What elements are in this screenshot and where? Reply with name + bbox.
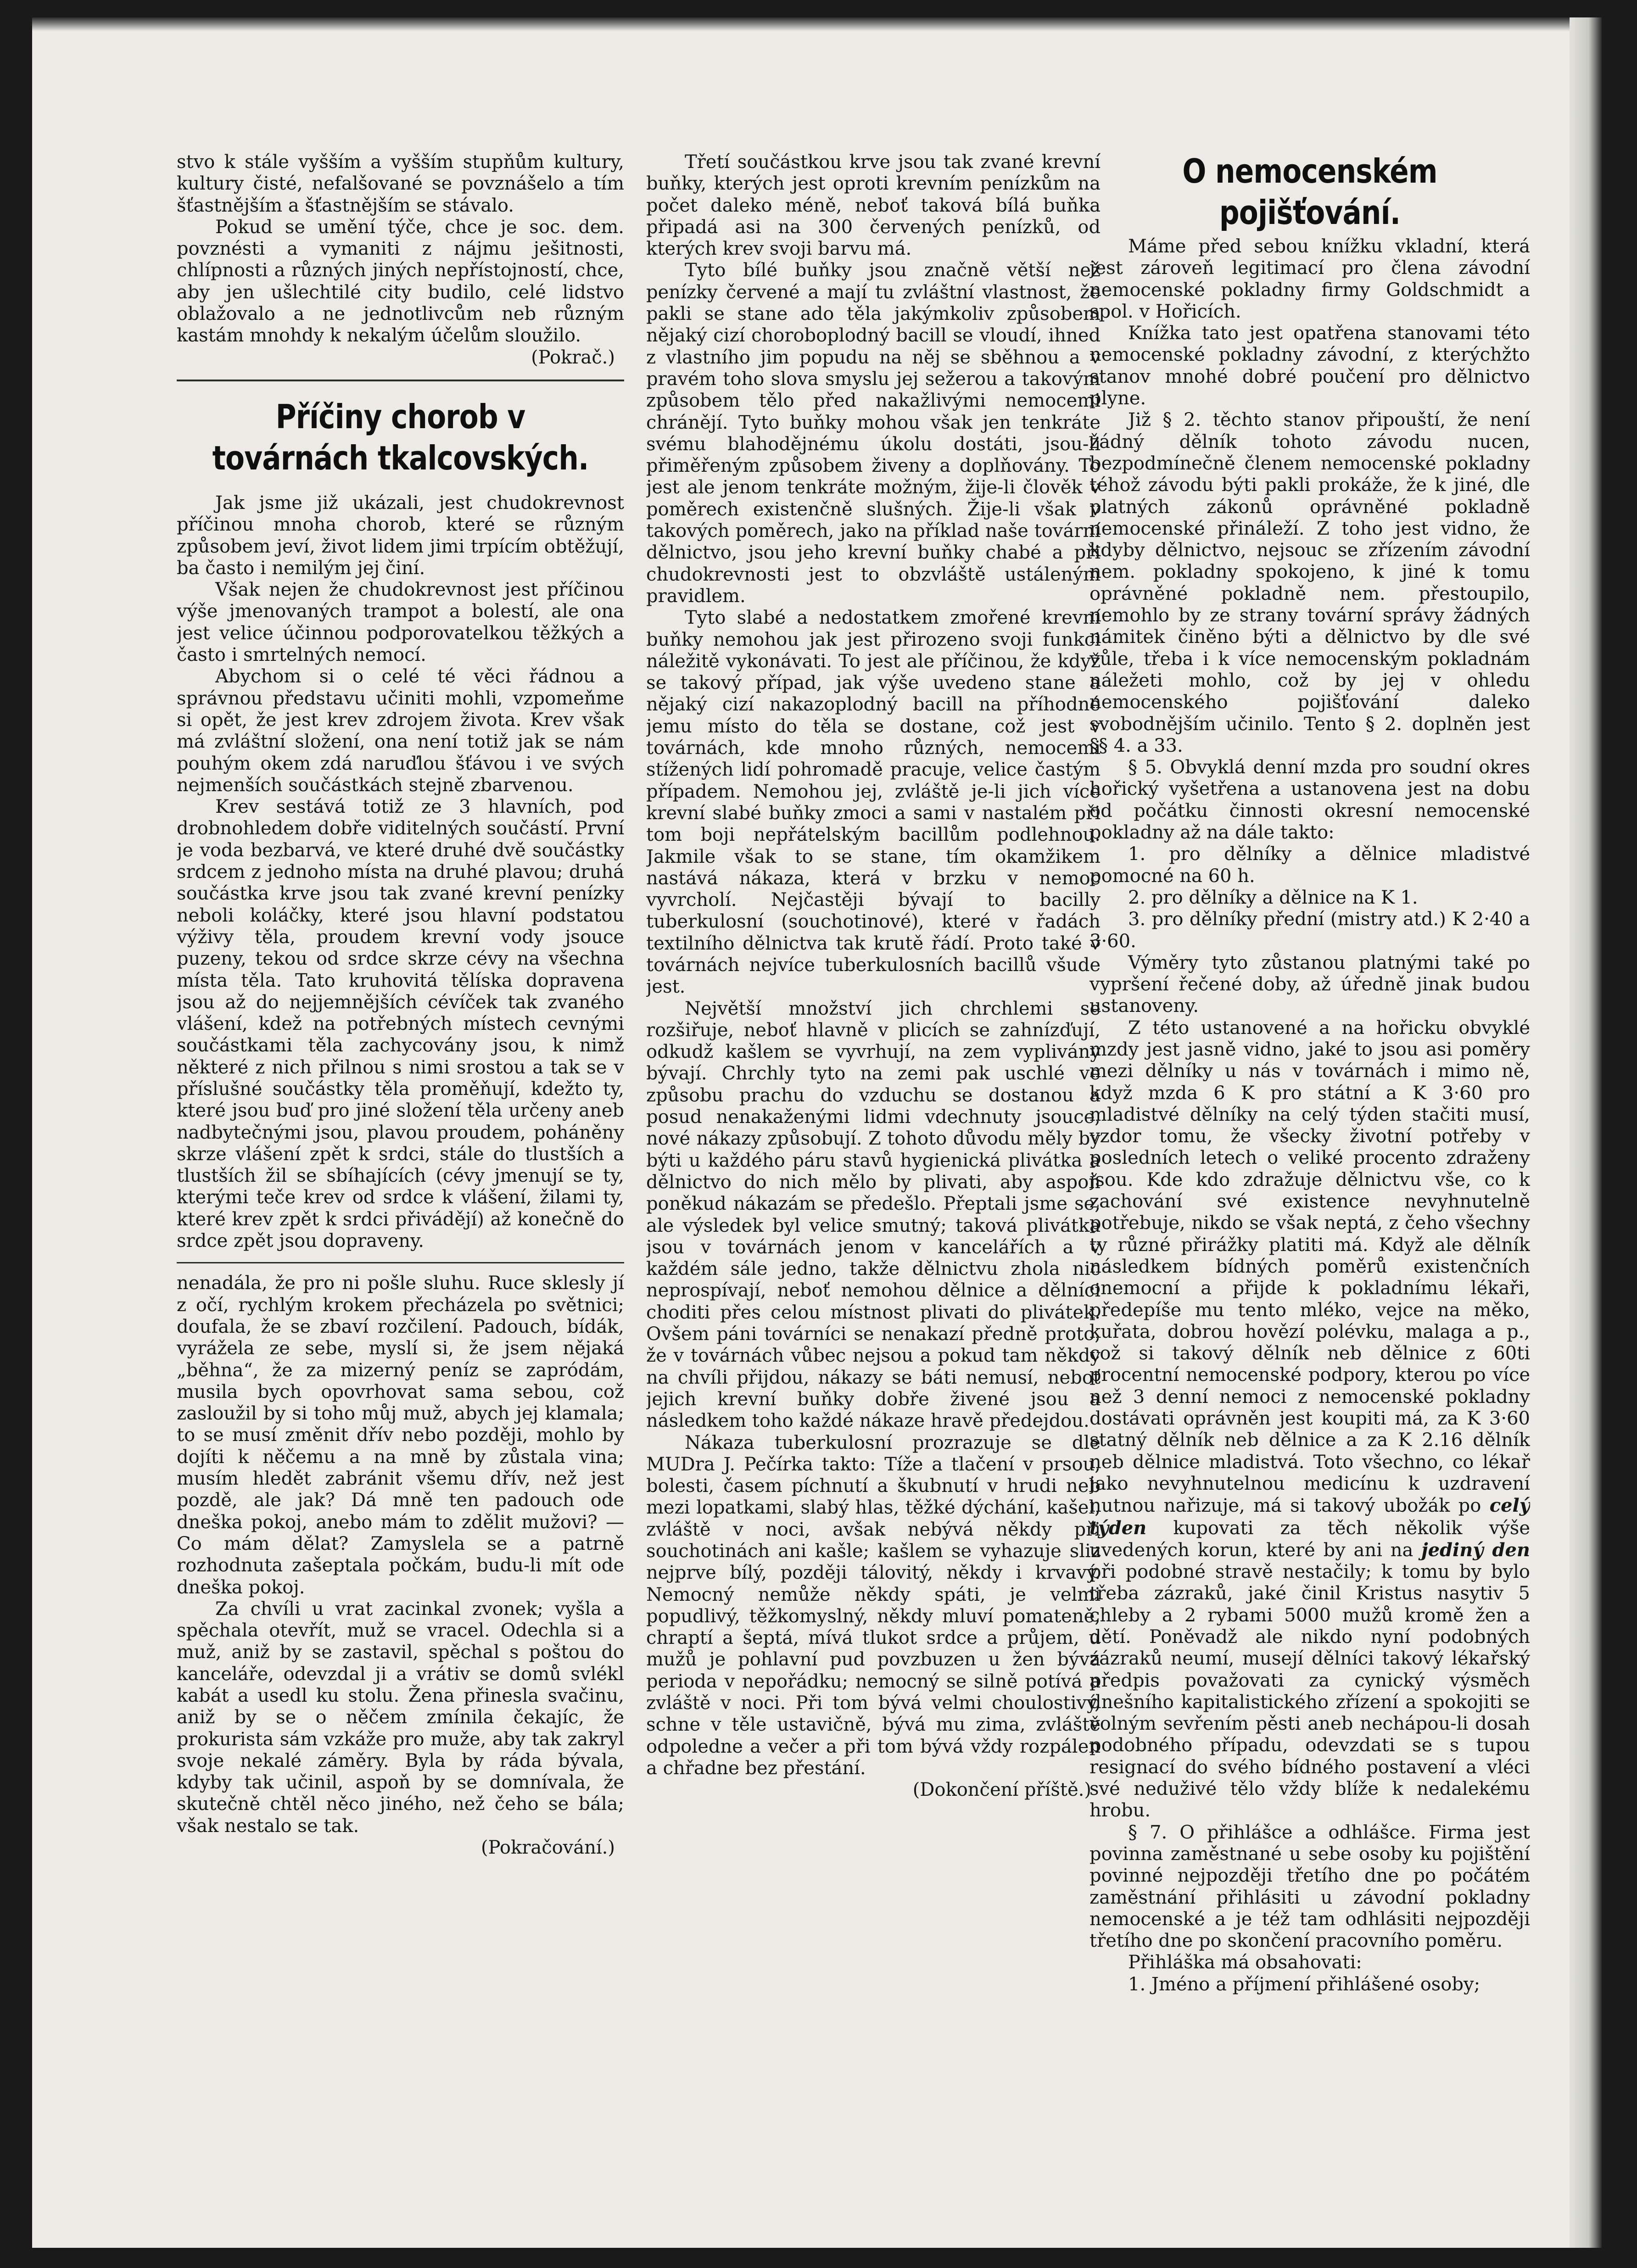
paragraph: Krev sestává totiž ze 3 hlavních, pod drobnohledem dobře viditelných součástí. První je voda bezbarvá, ve které druhé dvě součástky srdcem z jednoho místa na druhé plavou; druhá součástka krve jsou tak zvané krevní penízky neboli koláčky, které jsou hlavní podstatou výživy těla, proudem krevní vody jsouce puzeny, tekou od srdce skrze cévy na všechna místa těla. Tato kruhovitá tělíska dopravena jsou až do nejjemnějších cévíček tak zvaného vlášení, kdež na potřebných místech cevnými součástkami těla zachycovány jsou, k nimž některé z nich přilnou s nimi srostou a tak se v příslušné součástky těla proměňují, kdežto ty, které jsou buď pro jiné složení těla určeny aneb nadbytečnými jsou, plavou proudem, poháněny skrze vlášení zpět k srdci, stále do tlustších a tlustších žil se sbíhajících (cévy jmenují se ty, kterými teče krev od srdce k vlášení, žilami ty, které krev zpět k srdci přivádějí) až konečně do srdce zpět jsou dopraveny.	[177, 796, 624, 1252]
paragraph: Knížka tato jest opatřena stanovami této nemocenské pokladny závodní, z kterýchžto stanov mnohé dobré poučení pro dělnictvo plyne.	[1089, 323, 1530, 409]
paragraph: Abychom si o celé té věci řádnou a správnou představu učiniti mohli, vzpomeňme si opět, že jest krev zdrojem života. Krev však má zvláštní složení, ona není totiž jak se nám pouhým okem zdá naruďlou šťávou i ve svých nejmenších součástkách stejně zbarvenou.	[177, 666, 624, 796]
paragraph: Přihláška má obsahovati:	[1128, 1952, 1362, 1973]
continuation-note: (Pokračování.)	[481, 1837, 615, 1859]
divider	[177, 1262, 624, 1263]
paragraph: Tyto bílé buňky jsou značně větší než penízky červené a mají tu zvláštní vlastnost, že pakli se stane ado těla jakýmkoliv způsobem nějaký cizí choroboplodný bacill se vloudí, ihned z vlastního jim popudu na něj se sběhnou a v pravém toho slova smyslu jej sežerou a takovým způsobem tělo před nakažlivými nemocemi chránějí. Tyto buňky mohou však jen tenkráte svému blahodějnému úkolu dostáti, jsou-li přiměřeným způsobem živeny a doplňovány. To jest ale jenom tenkráte možným, žije-li člověk v poměrech existenčně slušných. Žije-li však v takových poměrech, jako na příklad naše tovární dělnictvo, jsou jeho krevní buňky chabé a při chudokrevnosti jest to obzvláště ustáleným pravidlem.	[646, 260, 1101, 607]
page-edge	[1570, 17, 1602, 2248]
continuation-note: (Dokončení příště.)	[912, 1779, 1091, 1801]
list-item: 1. pro dělníky a dělnice mladistvé pomocné na 60 h.	[1089, 844, 1530, 887]
list-item: 2. pro dělníky a dělnice na K 1.	[1128, 887, 1418, 908]
column-1	[177, 151, 624, 1859]
feuilleton-text: nenadála, že pro ni pošle sluhu. Ruce sklesly jí z očí, rychlým krokem přecházela po světnici; doufala, že se zbaví rozčilení. Padouch, bídák, vyrážela ze sebe, myslí si, že jsem nějaká „běhna“, že za mizerný peníz se zapródám, musila bych opovrhovat sama sebou, což zasloužil by si toho můj muž, abych jej klamala; to se musí změnit dřív nebo později, mohlo by dojíti k něčemu a na mně by zůstala vina; musím hledět zabránit všemu dřív, než jest pozdě, ale jak? Dá mně ten padouch ode dneška pokoj, anebo mám to zdělit mužovi? — Co mám dělat? Zamyslela se a patrně rozhodnuta zašeptala počkám, budu-li mít ode dneška pokoj.	[177, 1273, 624, 1598]
paragraph: Třetí součástkou krve jsou tak zvané krevní buňky, kterých jest oproti krevním penízkům na počet daleko méně, neboť taková bílá buňka připadá asi na 300 červených penízků, od kterých krev svoji barvu má.	[646, 151, 1101, 260]
paragraph: Za chvíli u vrat zacinkal zvonek; vyšla a spěchala otevřít, muž se vracel. Odechla si a muž, aniž by se zastavil, spěchal s poštou do kanceláře, odevzdal ji a vrátiv se domů svlékl kabát a usedl ku stolu. Žena přinesla svačinu, aniž by se o něčem zmínila čekajíc, že prokurista sám vzkáže pro muže, aby tak zakryl svoje nekalé záměry. Byla by ráda bývala, kdyby tak učinil, aspoň by se domnívala, že skutečně chtěl něco jiného, než čeho se bála; však nestalo se tak.	[177, 1598, 624, 1837]
emphasis: jediný den	[1421, 1539, 1530, 1561]
paragraph: Výměry tyto zůstanou platnými také po vypršení řečené doby, až úředně jinak budou ustanoveny.	[1089, 952, 1530, 1017]
text-run: kupovati za těch několik výše uvedených korun, které by ani na	[1089, 1517, 1530, 1561]
paragraph: Největší množství jich chrchlemi se rozšiřuje, neboť hlavně v plicích se zahnízďují, odkudž kašlem se vyvrhují, na zem vyplivány bývají. Chrchly tyto na zemi pak uschlé ve způsobu prachu do vzduchu se dostanou a posud nenakaženými lidmi vdechnuty jsouce, nové nákazy způsobují. Z tohoto důvodu měly by býti u každého páru stavů hygienická plivátka a dělnictvo do nich mělo by plivati, aby aspoň poněkud nákazám se předešlo. Přeptali jsme se, ale výsledek byl velice smutný; taková plivátka jsou v továrnách jenom v kancelářích a v každém sále jedno, takže dělnictvu zhola nic neprospívají, neboť nemohou dělnice a dělníci choditi přes celou místnost plivati do plivátek. Ovšem páni továrníci se nenakazí předně proto, že v továrnách vůbec nejsou a pokud tam někdy na chvíli přijdou, nákazy se báti nemusí, neboť jejich krevní buňky dobře živené jsou a následkem toho každé nákaze hravě předejdou.	[646, 998, 1101, 1432]
paragraph: Však nejen že chudokrevnost jest příčinou výše jmenovaných trampot a bolestí, ale ona jest velice účinnou podporovatelkou těžkých a často i smrtelných nemocí.	[177, 579, 624, 666]
paragraph: § 7. O přihlášce a odhlášce. Firma jest povinna zaměstnané u sebe osoby ku pojištění povinné nejpozději třetího dne po počátém zaměstnání přihlásiti u závodní pokladny nemocenské a je též tam odhlásiti nejpozději třetího dne po skončení pracovního poměru.	[1089, 1821, 1530, 1952]
paragraph: Pokud se umění týče, chce je soc. dem. povznésti a vymaniti z nájmu ješitnosti, chlípnosti a různých jiných nepřístojností, chce, aby jen ušlechtilé city budilo, celé lidstvo oblažovalo a ne jednotlivcům neb různým kastám mnohdy k nekalým účelům sloužilo.	[177, 216, 624, 346]
newspaper-page	[32, 17, 1602, 2248]
article-title: O nemocenském pojišťování.	[1182, 152, 1437, 232]
paragraph: Tyto slabé a nedostatkem zmořené krevní buňky nemohou jak jest přirozeno svoji funkci náležitě vykonávati. To jest ale příčinou, že když se takový případ, jak výše uvedeno stane a nějaký cizí nakazoplodný bacill na příhodné jemu místo do těla se dostane, což jest v továrnách, kde mnoho různých, nemocemi stížených lidí pohromadě pracuje, velice častým případem. Nemohou jej, zvláště je-li jich více krevní slabé buňky zmoci a sami v nastalém při tom boji nepřátelským bacillům podlehnou. Jakmile však to se stane, tím okamžikem nastává nákaza, která v brzku v nemoc vyvrcholí. Nejčastěji bývají to bacilly tuberkulosní (souchotinové), které v řadách textilního dělnictva tak krutě řádí. Proto také v továrnách nejvíce tuberkulosních bacillů všude jest.	[646, 607, 1101, 998]
text-run: Z této ustanovené a na hořicku obvyklé mzdy jest jasně vidno, jaké to jsou asi poměry mezi dělníky u nás v továrnách i mimo ně, když mzda 6 K pro státní a K 3·60 pro mladistvé dělníky na celý týden stačiti musí, vzdor tomu, že všecky životní potřeby v posledních letech o veliké procento zdraženy jsou. Kde kdo zdražuje dělnictvu vše, co k zachování své existence nevyhnutelně potřebuje, nikdo se však neptá, z čeho všechny ty různé přirážky platiti má. Když ale dělník následkem bídných poměrů existenčních onemocní a přijde k pokladnímu lékaři, předepíše mu tento mléko, vejce na měko, kuřata, dobrou hovězí polévku, malaga a p., což si takový dělník neb dělnice z 60ti procentní nemocenské podpory, kterou po více než 3 denní nemoci z nemocenské pokladny dostávati oprávněn jest koupiti má, za K 3·60 statný dělník neb dělnice a za K 2.16 dělník neb dělnice mladistvá. Toto všechno, co lékař jako nevyhnutelnou medicínu k uzdravení nutnou nařizuje, má si takový ubožák po	[1089, 1017, 1530, 1517]
emphasis: celý týden	[1089, 1495, 1530, 1539]
list-item: 1. Jméno a příjmení přihlášené osoby;	[1128, 1973, 1481, 1995]
paragraph: § 5. Obvyklá denní mzda pro soudní okres hořický vyšetřena a ustanovena jest na dobu od počátku činnosti okresní nemocenské pokladny až na dále takto:	[1089, 757, 1530, 844]
column-3	[1089, 151, 1530, 1995]
divider	[177, 380, 624, 381]
continued-text: stvo k stále vyšším a vyšším stupňům kultury, kultury čisté, nefalšované se povznášelo a tím šťastnějším a šťastnějším se stávalo.	[177, 151, 624, 216]
paragraph: Jak jsme již ukázali, jest chudokrevnost příčinou mnoha chorob, které se různým způsobem jeví, život lidem jimi trpícím obtěžují, ba často i nemilým jej činí.	[177, 492, 624, 579]
text-run: při podobné stravě nestačily; k tomu by bylo třeba zázraků, jaké činil Kristus nasytiv 5 chleby a 2 rybami 5000 mužů kromě žen a dětí. Poněvadž ale nikdo nyní podobných zázraků neumí, musejí dělníci takový lékařský předpis považovati za cynický výsměch dnešního kapitalistického zřízení a spokojiti se volným sevřením pěsti aneb nechápou-li dosah podobného případu, odevzdati se s tupou resignací do svého bídného postavení a vléci své neduživé tělo vždy blíže k nedalekému hrobu.	[1089, 1561, 1530, 1821]
continuation-note: (Pokrač.)	[531, 346, 615, 368]
paragraph	[1089, 1017, 1530, 1822]
paragraph: Nákaza tuberkulosní prozrazuje se dle MUDra J. Pečírka takto: Tíže a tlačení v prsou, bolesti, časem píchnutí a škubnutí v hrudi neb mezi lopatkami, slabý hlas, těžké dýchání, kašel, zvláště v noci, avšak nebývá někdy při souchotinách ani kašle; kašlem se vyhazuje sliz nejprve bílý, později tálovitý, někdy i krvavý. Nemocný nemůže někdy spáti, je velmi popudlivý, těžkomyslný, někdy mluví pomateně, chraptí a šeptá, mívá tlukot srdce a průjem, u mužů je pohlavní pud povzbuzen u žen bývá perioda v nepořádku; nemocný se silně potívá a zvláště v noci. Při tom bývá velmi choulostivý, schne v těle ustavičně, bývá mu zima, zvláště odpoledne a večer a při tom bývá vždy rozpálen a chřadne bez přestání.	[646, 1432, 1101, 1779]
list-item: 3. pro dělníky přední (mistry atd.) K 2·40 a 3·60.	[1089, 909, 1530, 952]
paragraph: Máme před sebou knížku vkladní, která jest zároveň legitimací pro člena závodní nemocenské pokladny firmy Goldschmidt a spol. v Hořicích.	[1089, 236, 1530, 322]
column-2	[646, 151, 1101, 1801]
article-title: Příčiny chorob v továrnách tkalcovských.	[212, 397, 589, 477]
paragraph: Již § 2. těchto stanov připouští, že není žádný dělník tohoto závodu nucen, bezpodmínečně členem nemocenské pokladny téhož závodu býti pakli prokáže, že k jiné, dle platných zákonů oprávněné pokladně nemocenské přináleží. Z toho jest vidno, že kdyby dělnictvo, nejsouc se zřízením závodní nem. pokladny spokojeno, k jiné k tomu oprávněné pokladně nem. přestoupilo, nemohlo by ze strany tovární správy žádných námitek činěno býti a dělnictvo by dle své vůle, třeba i k více nemocenským pokladnám náležeti mohlo, což by jej v ohledu nemocenského pojišťování daleko svobodnějším učinilo. Tento § 2. doplněn jest §§ 4. a 33.	[1089, 409, 1530, 756]
